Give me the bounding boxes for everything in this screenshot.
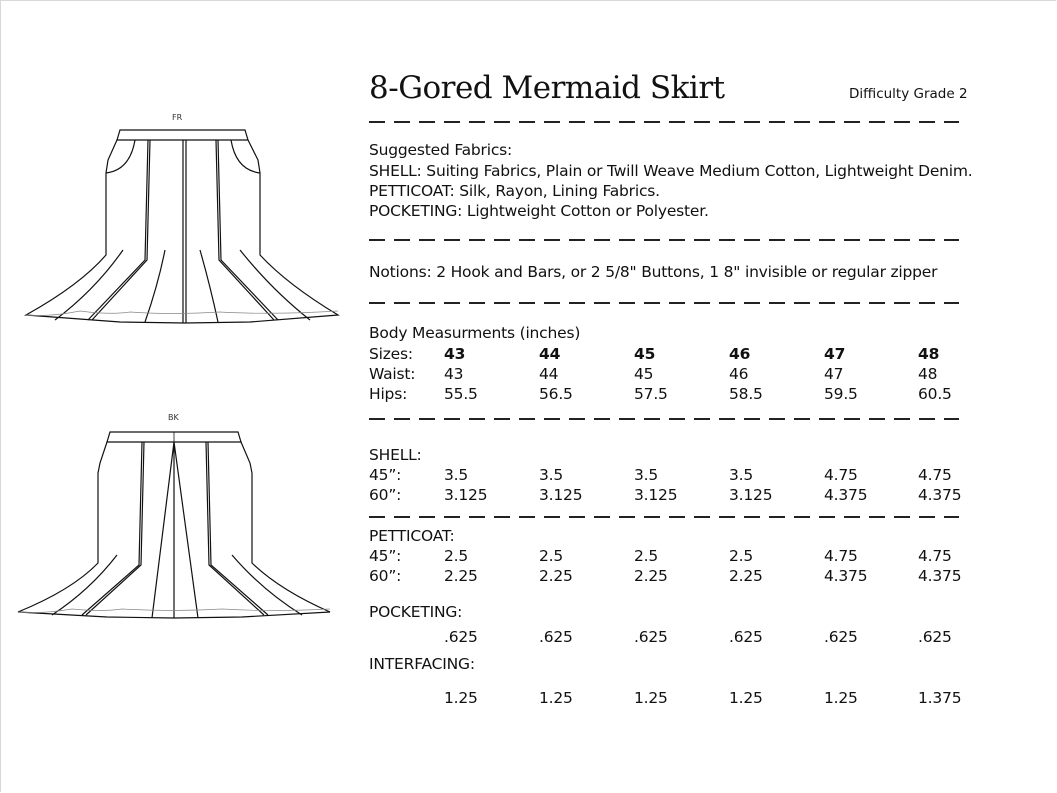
table-cell: 4.375 <box>824 567 868 585</box>
shell-heading: SHELL: <box>369 446 422 464</box>
notions-text: Notions: 2 Hook and Bars, or 2 5/8" Buttons, 1 8" invisible or regular zipper <box>369 263 938 281</box>
table-cell: 45 <box>634 365 654 383</box>
row-label: 60”: <box>369 486 402 504</box>
table-cell: 1.375 <box>918 689 962 707</box>
table-cell: 2.25 <box>634 567 668 585</box>
row-label: 45”: <box>369 466 402 484</box>
table-cell: .625 <box>539 628 573 646</box>
table-cell: .625 <box>824 628 858 646</box>
table-cell: 4.75 <box>918 547 952 565</box>
divider <box>369 418 959 420</box>
petticoat-heading: PETTICOAT: <box>369 527 455 545</box>
table-cell: 47 <box>824 345 846 363</box>
table-cell: .625 <box>918 628 952 646</box>
table-cell: .625 <box>634 628 668 646</box>
table-cell: 2.25 <box>729 567 763 585</box>
table-cell: 43 <box>444 345 466 363</box>
row-label: 60”: <box>369 567 402 585</box>
table-cell: 3.5 <box>539 466 564 484</box>
fabrics-shell: SHELL: Suiting Fabrics, Plain or Twill Weave Medium Cotton, Lightweight Denim. <box>369 162 973 180</box>
table-cell: 44 <box>539 365 559 383</box>
table-cell: 44 <box>539 345 561 363</box>
table-cell: 3.125 <box>444 486 488 504</box>
fabrics-heading: Suggested Fabrics: <box>369 141 513 159</box>
table-cell: 1.25 <box>729 689 763 707</box>
row-label: Hips: <box>369 385 408 403</box>
table-cell: 1.25 <box>444 689 478 707</box>
table-cell: 4.75 <box>824 547 858 565</box>
table-cell: .625 <box>729 628 763 646</box>
table-cell: 57.5 <box>634 385 668 403</box>
interfacing-heading: INTERFACING: <box>369 655 475 673</box>
divider <box>369 121 959 123</box>
table-cell: 4.75 <box>918 466 952 484</box>
front-skirt-sketch <box>20 125 360 325</box>
row-label: Waist: <box>369 365 416 383</box>
table-cell: 3.125 <box>634 486 678 504</box>
table-cell: 46 <box>729 365 749 383</box>
divider <box>369 302 959 304</box>
table-cell: 55.5 <box>444 385 478 403</box>
table-cell: 45 <box>634 345 656 363</box>
table-cell: 60.5 <box>918 385 952 403</box>
row-label: Sizes: <box>369 345 413 363</box>
table-cell: 43 <box>444 365 464 383</box>
table-cell: 56.5 <box>539 385 573 403</box>
table-cell: 1.25 <box>634 689 668 707</box>
table-cell: 1.25 <box>539 689 573 707</box>
table-cell: 3.5 <box>444 466 469 484</box>
table-cell: 1.25 <box>824 689 858 707</box>
table-cell: 46 <box>729 345 751 363</box>
pocketing-heading: POCKETING: <box>369 603 463 621</box>
table-cell: 2.5 <box>539 547 564 565</box>
table-cell: 2.5 <box>634 547 659 565</box>
table-cell: 3.5 <box>634 466 659 484</box>
table-cell: 2.25 <box>539 567 573 585</box>
table-cell: 4.375 <box>824 486 868 504</box>
table-cell: 58.5 <box>729 385 763 403</box>
divider <box>369 516 959 518</box>
table-cell: 4.75 <box>824 466 858 484</box>
table-cell: 59.5 <box>824 385 858 403</box>
fabrics-pocketing: POCKETING: Lightweight Cotton or Polyester. <box>369 202 709 220</box>
page-title: 8-Gored Mermaid Skirt <box>369 70 725 106</box>
table-cell: 2.5 <box>729 547 754 565</box>
back-sketch-label: BK <box>168 413 179 422</box>
measurements-heading: Body Measurments (inches) <box>369 324 581 342</box>
divider <box>369 239 959 241</box>
table-cell: 3.5 <box>729 466 754 484</box>
table-cell: 2.5 <box>444 547 469 565</box>
table-cell: 47 <box>824 365 844 383</box>
front-sketch-label: FR <box>172 113 183 122</box>
table-cell: 4.375 <box>918 567 962 585</box>
table-cell: 3.125 <box>539 486 583 504</box>
table-cell: .625 <box>444 628 478 646</box>
table-cell: 48 <box>918 365 938 383</box>
fabrics-petticoat: PETTICOAT: Silk, Rayon, Lining Fabrics. <box>369 182 660 200</box>
row-label: 45”: <box>369 547 402 565</box>
table-cell: 48 <box>918 345 940 363</box>
difficulty-grade: Difficulty Grade 2 <box>849 86 968 102</box>
back-skirt-sketch <box>12 425 352 625</box>
table-cell: 2.25 <box>444 567 478 585</box>
table-cell: 3.125 <box>729 486 773 504</box>
table-cell: 4.375 <box>918 486 962 504</box>
